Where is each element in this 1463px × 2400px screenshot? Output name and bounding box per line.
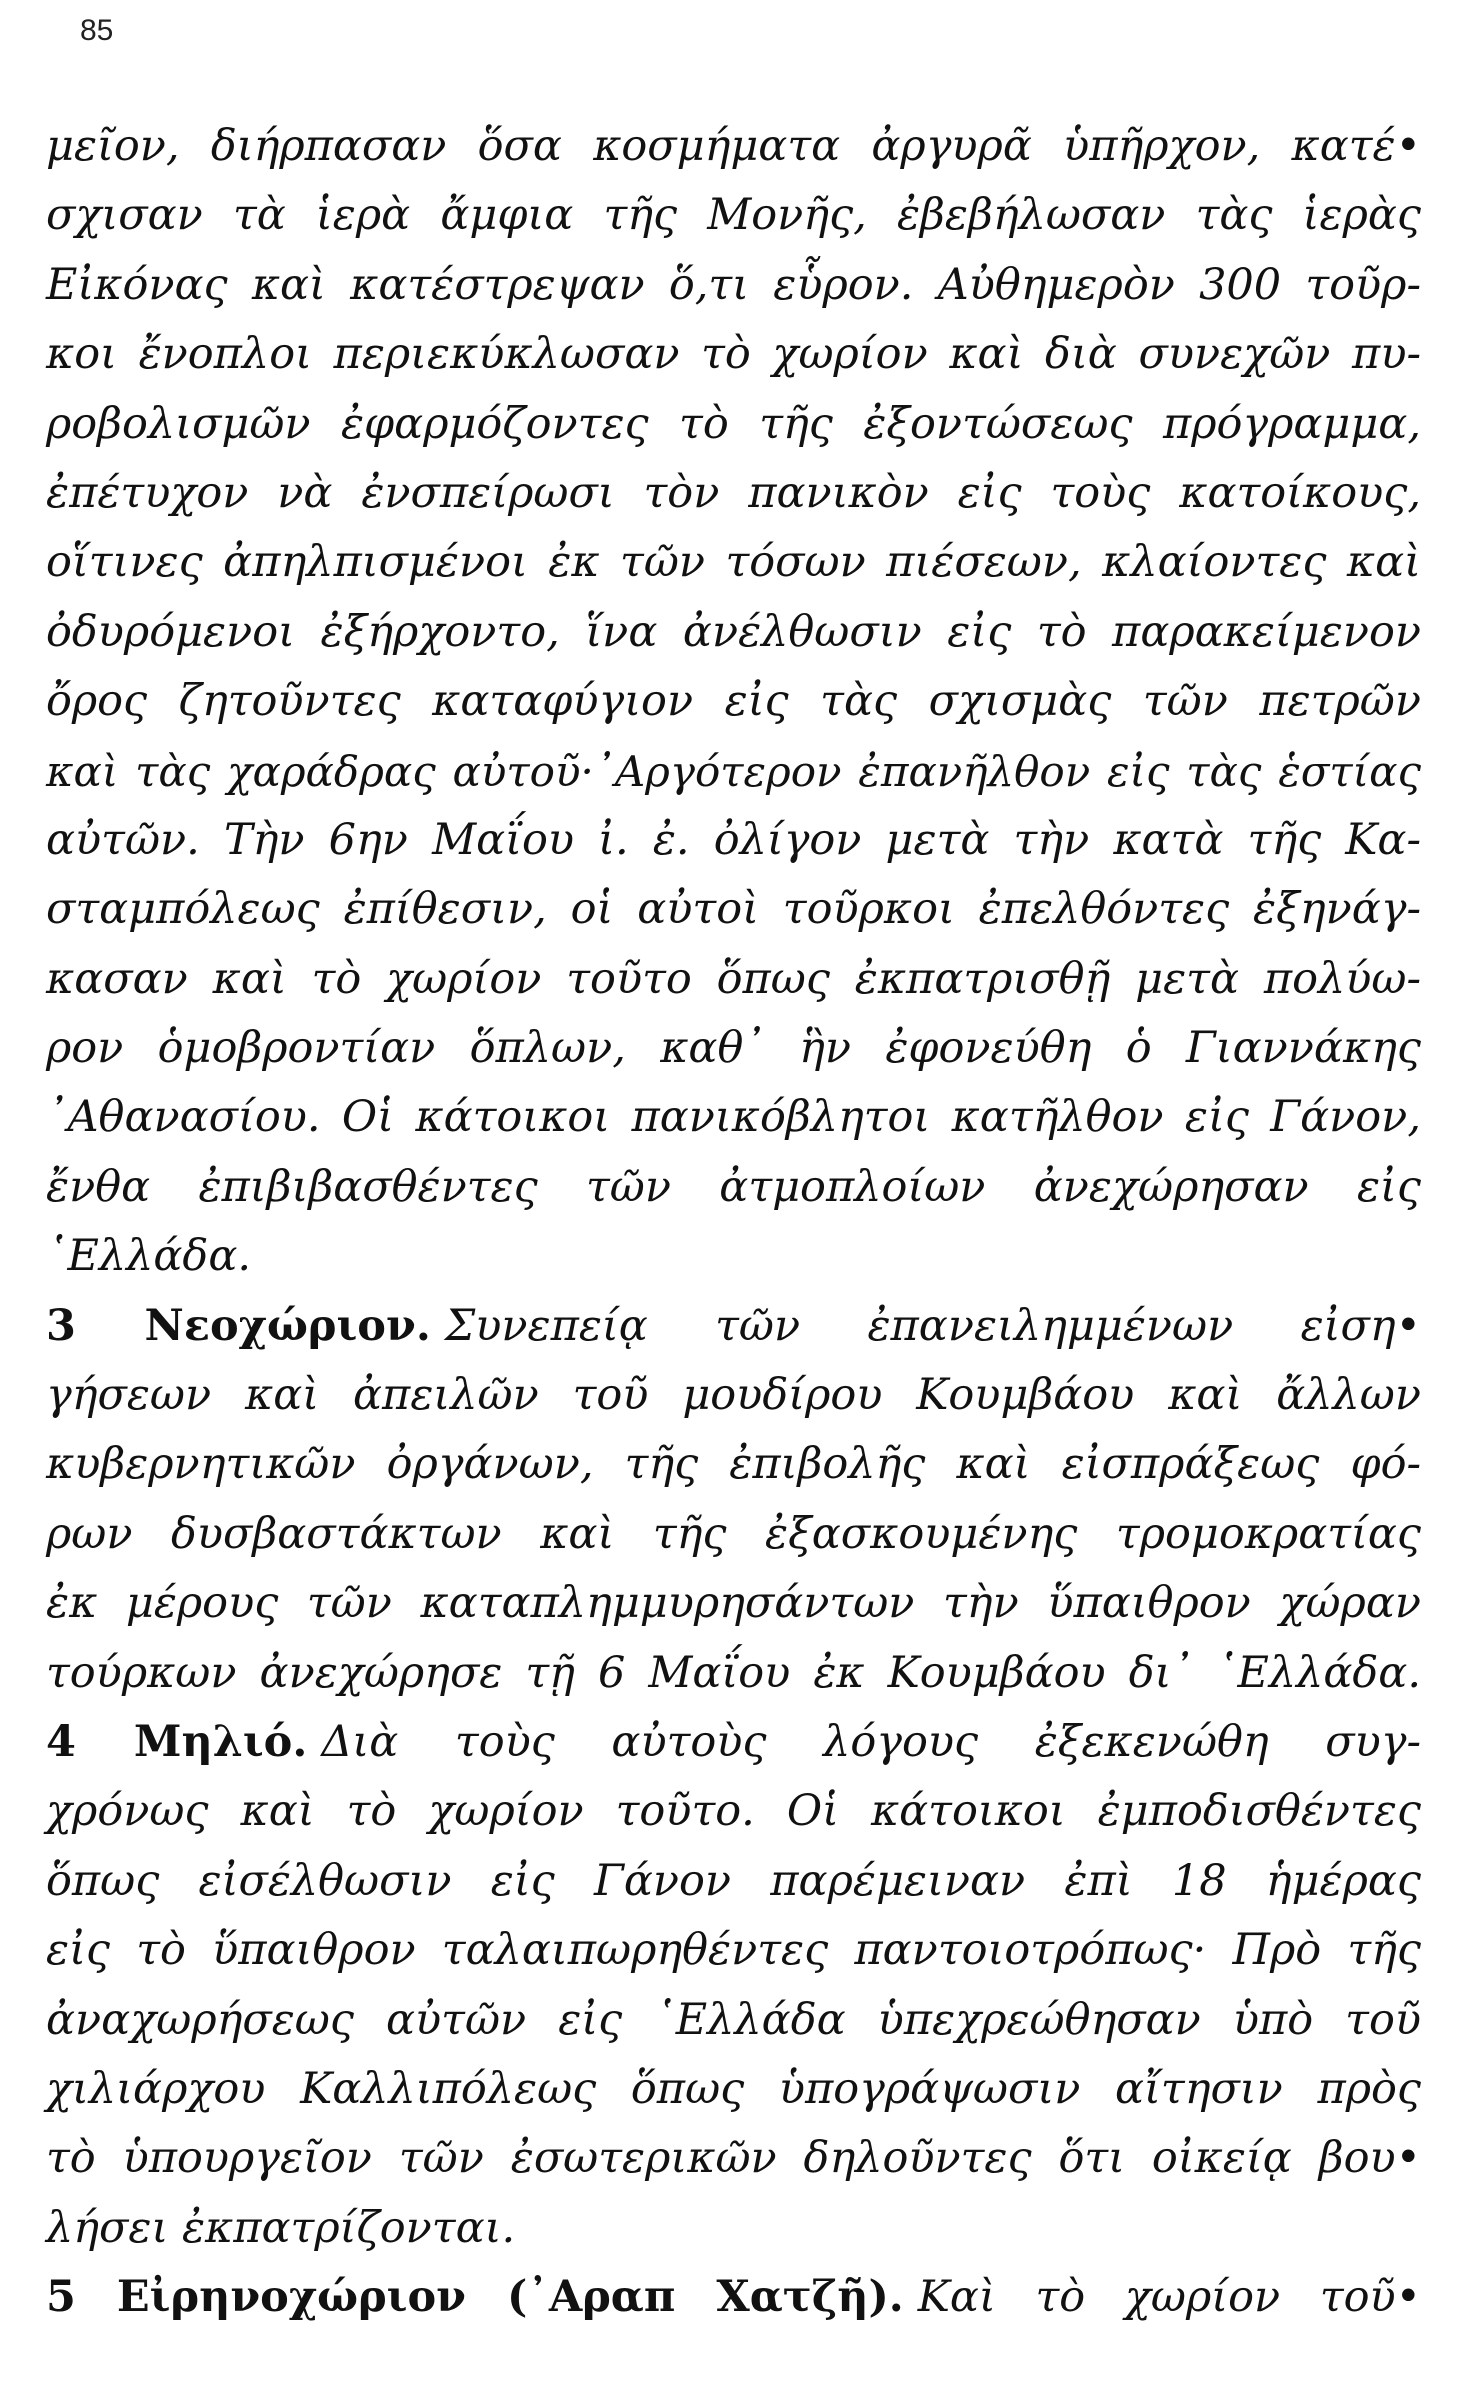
text-line: σχισαν τὰ ἱερὰ ἄμφια τῆς Μονῆς, ἐβεβήλωσαν τὰς ἱερὰς <box>46 190 1421 241</box>
page-number: 85 <box>80 14 114 47</box>
text-line: ἐκ μέρους τῶν καταπλημμυρησάντων τὴν ὕπαιθρον χώραν <box>46 1578 1421 1629</box>
text-line: κοι ἔνοπλοι περιεκύκλωσαν τὸ χωρίον καὶ διὰ συνεχῶν πυ- <box>46 329 1421 380</box>
text-line: μεῖον, διήρπασαν ὅσα κοσμήματα ἀργυρᾶ ὑπῆρχον, κατέ• <box>46 121 1421 171</box>
text-line: ὅπως εἰσέλθωσιν εἰς Γάνον παρέμειναν ἐπὶ 18 ἡμέρας <box>46 1855 1421 1906</box>
text-line: ἐπέτυχον νὰ ἐνσπείρωσι τὸν πανικὸν εἰς τοὺς κατοίκους, <box>46 467 1421 518</box>
text-line: ρων δυσβαστάκτων καὶ τῆς ἐξασκουμένης τρομοκρατίας <box>46 1508 1421 1559</box>
text-line: κασαν καὶ τὸ χωρίον τοῦτο ὅπως ἐκπατρισθῇ μετὰ πολύω- <box>46 953 1421 1004</box>
text-line: ῾Ελλάδα. <box>46 1231 252 1282</box>
line-text: Διὰ τοὺς αὐτοὺς λόγους ἐξεκενώθη συγ- <box>321 1716 1422 1767</box>
text-line: ὀδυρόμενοι ἐξήρχοντο, ἵνα ἀνέλθωσιν εἰς τὸ παρακείμενον <box>46 606 1421 657</box>
line-text: Καὶ τὸ χωρίον τοῦ• <box>917 2272 1421 2323</box>
text-line: αὐτῶν. Τὴν 6ην Μαΐου ἰ. ἐ. ὀλίγον μετὰ τὴν κατὰ τῆς Κα- <box>46 814 1421 865</box>
text-line: λήσει ἐκπατρίζονται. <box>46 2202 516 2253</box>
text-line: ὄρος ζητοῦντες καταφύγιον εἰς τὰς σχισμὰς τῶν πετρῶν <box>46 676 1421 727</box>
text-line: τὸ ὑπουργεῖον τῶν ἐσωτερικῶν δηλοῦντες ὅτι οἰκείᾳ βου• <box>46 2133 1421 2184</box>
text-line: οἵτινες ἀπηλπισμένοι ἐκ τῶν τόσων πιέσεων, κλαίοντες καὶ <box>46 537 1421 588</box>
text-line: ἔνθα ἐπιβιβασθέντες τῶν ἀτμοπλοίων ἀνεχώρησαν εἰς <box>46 1161 1421 1212</box>
section-heading: 3 Νεοχώριον. <box>46 1300 431 1351</box>
text-line <box>46 1292 1421 1361</box>
section-heading: 4 Μηλιό. <box>46 1716 308 1767</box>
text-line: καὶ τὰς χαράδρας αὐτοῦ·᾽Αργότερον ἐπανῆλθον εἰς τὰς ἑστίας <box>46 746 1421 796</box>
text-line: ροβολισμῶν ἐφαρμόζοντες τὸ τῆς ἐξοντώσεως πρόγραμμα, <box>46 398 1421 449</box>
text-line: ᾽Αθανασίου. Οἱ κάτοικοι πανικόβλητοι κατῆλθον εἰς Γάνον, <box>46 1092 1421 1143</box>
line-text: Συνεπείᾳ τῶν ἐπανειλημμένων εἰση• <box>444 1300 1421 1351</box>
text-line: ρον ὁμοβροντίαν ὅπλων, καθ᾽ ἣν ἐφονεύθη ὁ Γιαννάκης <box>46 1023 1421 1074</box>
section-heading: 5 Εἰρηνοχώριον (᾽Αραπ Χατζῆ). <box>46 2272 904 2323</box>
text-line <box>46 2263 1421 2332</box>
text-line: σταμπόλεως ἐπίθεσιν, οἱ αὐτοὶ τοῦρκοι ἐπελθόντες ἐξηνάγ- <box>46 884 1421 935</box>
text-line: Εἰκόνας καὶ κατέστρεψαν ὅ,τι εὗρον. Αὐθημερὸν 300 τοῦρ- <box>46 259 1421 310</box>
text-line: ἀναχωρήσεως αὐτῶν εἰς ῾Ελλάδα ὑπεχρεώθησαν ὑπὸ τοῦ <box>46 1994 1421 2045</box>
text-line: χρόνως καὶ τὸ χωρίον τοῦτο. Οἱ κάτοικοι ἐμποδισθέντες <box>46 1786 1421 1837</box>
text-line: χιλιάρχου Καλλιπόλεως ὅπως ὑπογράψωσιν αἴτησιν πρὸς <box>46 2063 1421 2114</box>
text-line: γήσεων καὶ ἀπειλῶν τοῦ μουδίρου Κουμβάου καὶ ἄλλων <box>46 1370 1421 1421</box>
text-line: κυβερνητικῶν ὀργάνων, τῆς ἐπιβολῆς καὶ εἰσπράξεως φό- <box>46 1439 1421 1490</box>
body-text <box>46 112 1421 2333</box>
text-line <box>46 1708 1421 1777</box>
text-line: εἰς τὸ ὕπαιθρον ταλαιπωρηθέντες παντοιοτρόπως· Πρὸ τῆς <box>46 1925 1421 1976</box>
text-line: τούρκων ἀνεχώρησε τῇ 6 Μαΐου ἐκ Κουμβάου δι᾽ ῾Ελλάδα. <box>46 1647 1421 1698</box>
